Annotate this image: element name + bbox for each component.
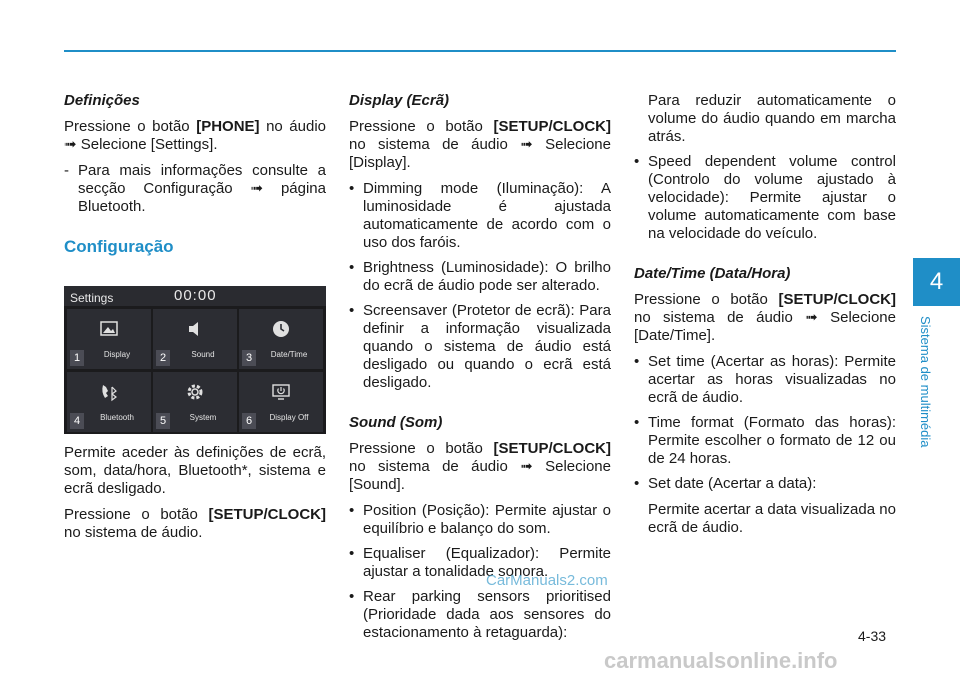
tile-number: 6 (242, 413, 256, 429)
heading-sound: Sound (Som) (349, 414, 443, 431)
bullet-marker: • (349, 259, 355, 276)
speaker-icon (185, 319, 205, 339)
text: Pressione o botão (349, 440, 483, 457)
tile-number: 4 (70, 413, 84, 429)
settings-tile-bluetooth (67, 372, 151, 432)
list-item (634, 153, 896, 243)
list-item (634, 414, 896, 468)
chapter-label: Sistema de multimédia (918, 316, 933, 448)
tile-number: 1 (70, 350, 84, 366)
dash-marker: - (64, 162, 69, 179)
settings-screenshot (64, 286, 326, 434)
tile-number: 3 (242, 350, 256, 366)
heading-display: Display (Ecrã) (349, 92, 450, 109)
tile-number: 2 (156, 350, 170, 366)
settings-tile-datetime (239, 309, 323, 369)
gear-icon (185, 382, 205, 402)
settings-tile-system (153, 372, 237, 432)
bullet-marker: • (634, 414, 640, 431)
list-item-text: Brightness (Luminosidade): O brilho do ecrã de áudio pode ser alterado. (363, 259, 611, 294)
list-item-text: Rear parking sensors prioritised (Prioridade dada aos sensores do estacionamento à retaguarda): (363, 588, 611, 641)
list-item-text: Position (Posição): Permite ajustar o equilíbrio e balanço do som. (363, 502, 611, 537)
setup-clock-button-label: [SETUP/CLOCK] (493, 118, 611, 135)
list-item (634, 475, 896, 493)
screenshot-title: Settings (70, 291, 114, 305)
paragraph-description: Permite aceder às definições de ecrã, som, data/hora, Bluetooth*, sistema e ecrã desligado. (64, 444, 326, 497)
header-rule (64, 50, 896, 52)
image-icon (99, 319, 119, 339)
paragraph-phone (64, 118, 326, 154)
tile-label: Display (103, 350, 131, 359)
list-item-text: Set date (Acertar a data): (648, 475, 817, 492)
screenshot-header (64, 286, 326, 306)
setup-clock-button-label: [SETUP/CLOCK] (493, 440, 611, 457)
heading-definicoes: Definições (64, 92, 140, 109)
list-item-text: Speed dependent volume control (Controlo do volume ajustado à velocidade): Permite ajustar o volume automaticamente com base na velocidade do veículo. (648, 153, 896, 242)
text: Pressione o botão (634, 291, 768, 308)
bullet-marker: • (634, 153, 640, 170)
text: Pressione o botão (64, 118, 190, 135)
list-item (64, 162, 326, 216)
heading-datetime: Date/Time (Data/Hora) (634, 265, 791, 282)
bullet-marker: • (349, 502, 355, 519)
paragraph-sound-setup (349, 440, 611, 494)
display-power-icon (271, 382, 291, 402)
paragraph-setup (64, 506, 326, 542)
setup-clock-button-label: [SETUP/CLOCK] (208, 506, 326, 523)
paragraph-datetime-setup (634, 291, 896, 345)
page-number: 4-33 (858, 628, 887, 644)
list-item (349, 502, 611, 538)
column-1 (64, 92, 326, 550)
list-item (349, 302, 611, 392)
bullet-marker: • (634, 475, 640, 492)
text: no sistema de áudio. (64, 524, 203, 541)
list-item (349, 588, 611, 642)
watermark-large: carmanualsonline.info (604, 648, 838, 673)
settings-tile-display-off (239, 372, 323, 432)
clock-icon (271, 319, 291, 339)
tile-number: 5 (156, 413, 170, 429)
watermark-small: CarManuals2.com (486, 572, 608, 589)
chapter-tab (913, 258, 960, 306)
tile-label: Sound (191, 350, 215, 359)
column-2 (349, 92, 611, 650)
list-item-text: Time format (Formato das horas): Permite escolher o formato de 12 ou de 24 horas. (648, 414, 896, 467)
text: Pressione o botão (349, 118, 483, 135)
tile-label: Display Off (269, 413, 309, 422)
setup-clock-button-label: [SETUP/CLOCK] (778, 291, 896, 308)
list-item (349, 259, 611, 295)
column-3 (634, 92, 896, 544)
chapter-number: 4 (929, 268, 944, 295)
datetime-options-list (634, 353, 896, 493)
text: no áudio ➟ Selecione [Settings]. (64, 118, 327, 153)
list-item (349, 180, 611, 252)
bullet-marker: • (349, 302, 355, 319)
tile-label: Bluetooth (100, 413, 134, 422)
bullet-marker: • (349, 588, 355, 605)
text: no sistema de áudio ➟ Selecione [Display]. (349, 136, 611, 171)
screenshot-clock: 00:00 (174, 287, 217, 304)
text: no sistema de áudio ➟ Selecione [Sound]. (349, 458, 611, 493)
tile-label: Date/Time (270, 350, 308, 359)
paragraph-display-setup (349, 118, 611, 172)
chapter-label-container (918, 316, 942, 466)
bullet-marker: • (349, 545, 355, 562)
tile-label: System (189, 413, 217, 422)
settings-tile-sound (153, 309, 237, 369)
text: no sistema de áudio ➟ Selecione [Date/Time]. (634, 309, 896, 344)
list-item-text: Set time (Acertar as horas): Permite acertar as horas visualizadas no ecrã de áudio. (648, 353, 896, 406)
list-item-text: Equaliser (Equalizador): Permite ajustar a tonalidade sonora. (363, 545, 611, 580)
dash-list (64, 162, 326, 216)
set-date-description: Permite acertar a data visualizada no ecrã de áudio. (648, 501, 896, 536)
continued-item-text: Para reduzir automaticamente o volume do áudio quando em marcha atrás. (648, 92, 896, 145)
bluetooth-phone-icon (99, 382, 119, 402)
bullet-marker: • (349, 180, 355, 197)
list-item-text: Para mais informações consulte a secção Configuração ➟ página Bluetooth. (78, 162, 326, 215)
list-item-text: Dimming mode (Iluminação): A luminosidade é ajustada automaticamente de acordo com o uso dos faróis. (363, 180, 611, 251)
display-options-list (349, 180, 611, 392)
bullet-marker: • (634, 353, 640, 370)
settings-tile-display (67, 309, 151, 369)
list-item (634, 353, 896, 407)
phone-button-label: [PHONE] (196, 118, 260, 135)
sound-options-list-continued (634, 153, 896, 243)
text: Pressione o botão (64, 506, 198, 523)
section-title-configuracao: Configuração (64, 237, 174, 256)
list-item-text: Screensaver (Protetor de ecrã): Para definir a informação visualizada quando o sistema de áudio está desligado ou quando o ecrã está desligado. (363, 302, 611, 391)
